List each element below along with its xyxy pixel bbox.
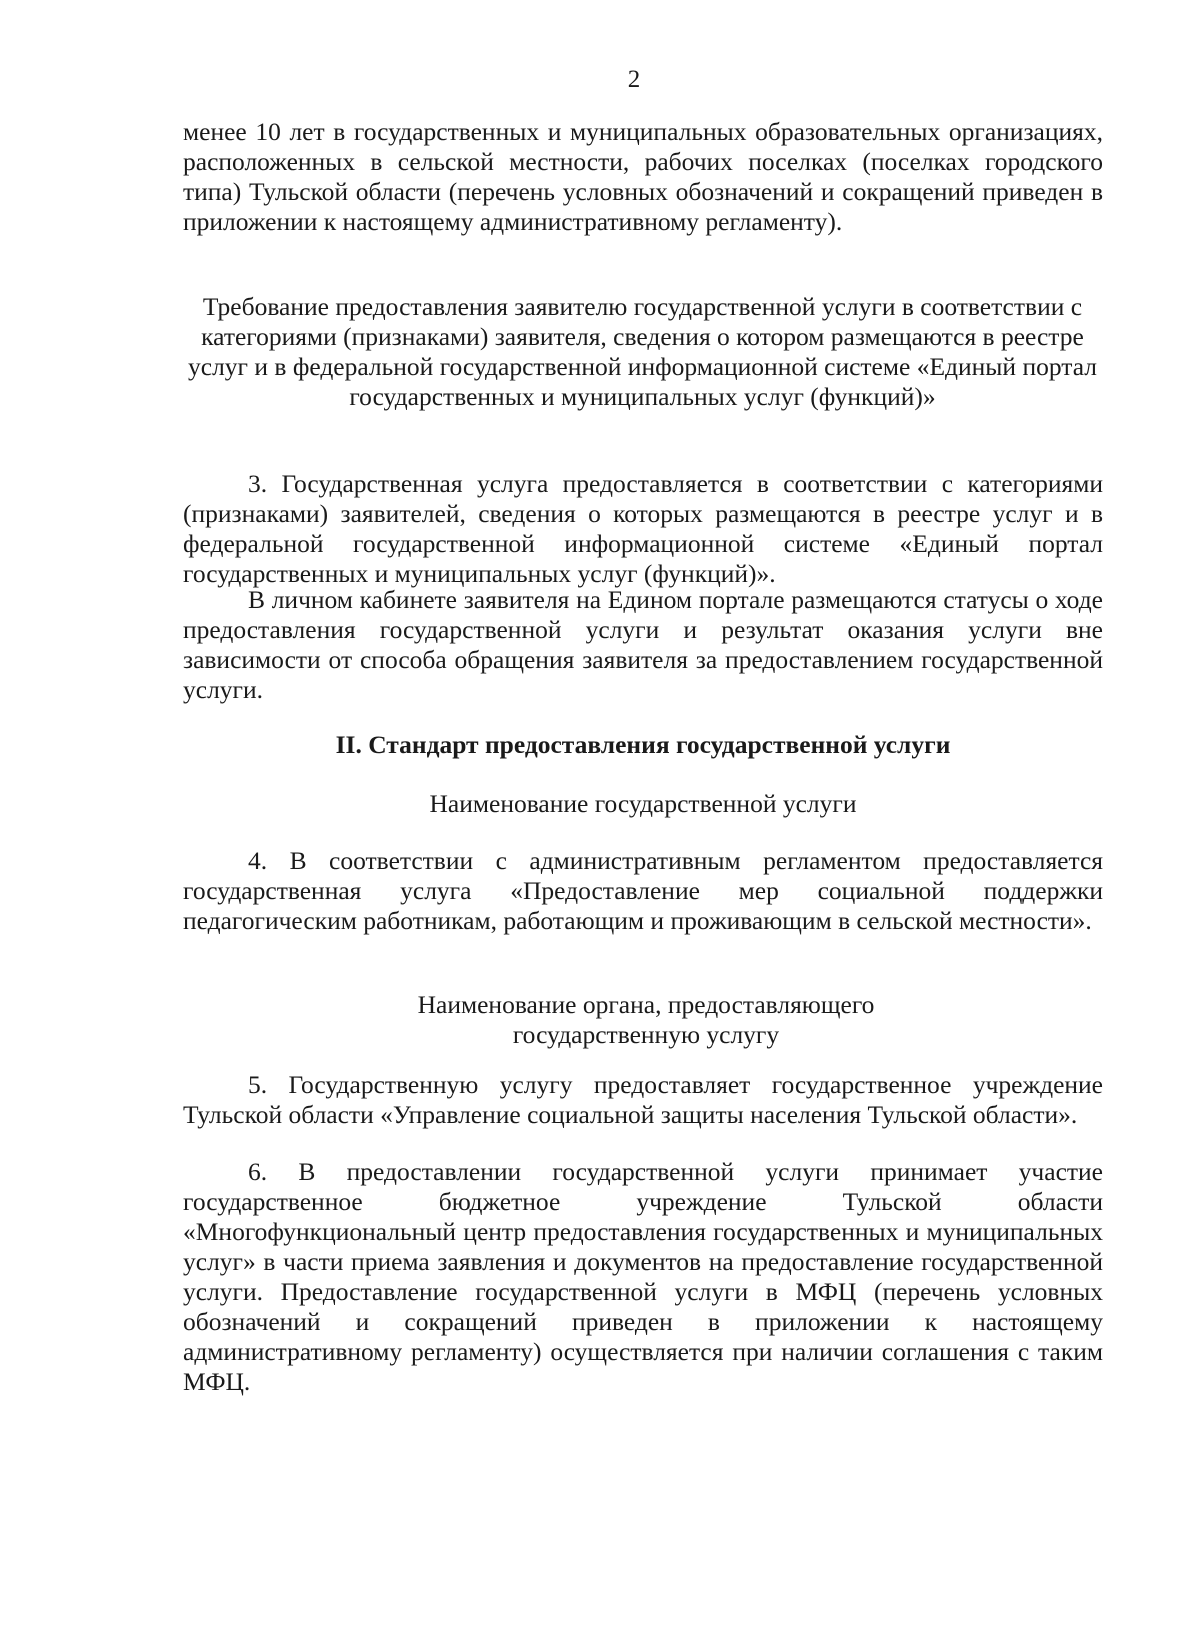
heading-requirement: Требование предоставления заявителю государственной услуги в соответствии с категориями (признаками) заявителя, сведения о котором размещаются в реестре услуг и в федеральной государственной информационной системе «Единый портал государственных и муниципальных услуг (функций)» <box>188 292 1097 411</box>
paragraph-3: 3. Государственная услуга предоставляется в соответствии с категориями (признаками) заявителей, сведения о которых размещаются в реестре услуг и в федеральной государственной информационной системе «Единый портал государственных и муниципальных услуг (функций)». <box>183 469 1103 588</box>
heading-service-name: Наименование государственной услуги <box>429 789 857 818</box>
page-number: 2 <box>627 66 641 93</box>
heading-organ-name: Наименование органа, предоставляющего государственную услугу <box>417 990 875 1049</box>
paragraph-intro: менее 10 лет в государственных и муниципальных образовательных организациях, расположенных в сельской местности, рабочих поселках (поселках городского типа) Тульской области (перечень условных обозначений и сокращений приведен в приложении к настоящему административному регламенту). <box>183 117 1103 236</box>
section-heading-standard: II. Стандарт предоставления государственной услуги <box>335 730 951 759</box>
paragraph-5: 5. Государственную услугу предоставляет государственное учреждение Тульской области «Управление социальной защиты населения Тульской области». <box>183 1070 1103 1129</box>
paragraph-4: 4. В соответствии с административным регламентом предоставляется государственная услуга «Предоставление мер социальной поддержки педагогическим работникам, работающим и проживающим в сельской местности». <box>183 846 1103 935</box>
paragraph-personal-cabinet: В личном кабинете заявителя на Едином портале размещаются статусы о ходе предоставления государственной услуги и результат оказания услуги вне зависимости от способа обращения заявителя за предоставлением государственной услуги. <box>183 585 1103 704</box>
paragraph-6: 6. В предоставлении государственной услуги принимает участие государственное бюджетное учреждение Тульской области «Многофункциональный центр предоставления государственных и муниципальных услуг» в части приема заявления и документов на предоставление государственной услуги. Предоставление государственной услуги в МФЦ (перечень условных обозначений и сокращений приведен в приложении к настоящему административному регламенту) осуществляется при наличии соглашения с таким МФЦ. <box>183 1157 1103 1396</box>
